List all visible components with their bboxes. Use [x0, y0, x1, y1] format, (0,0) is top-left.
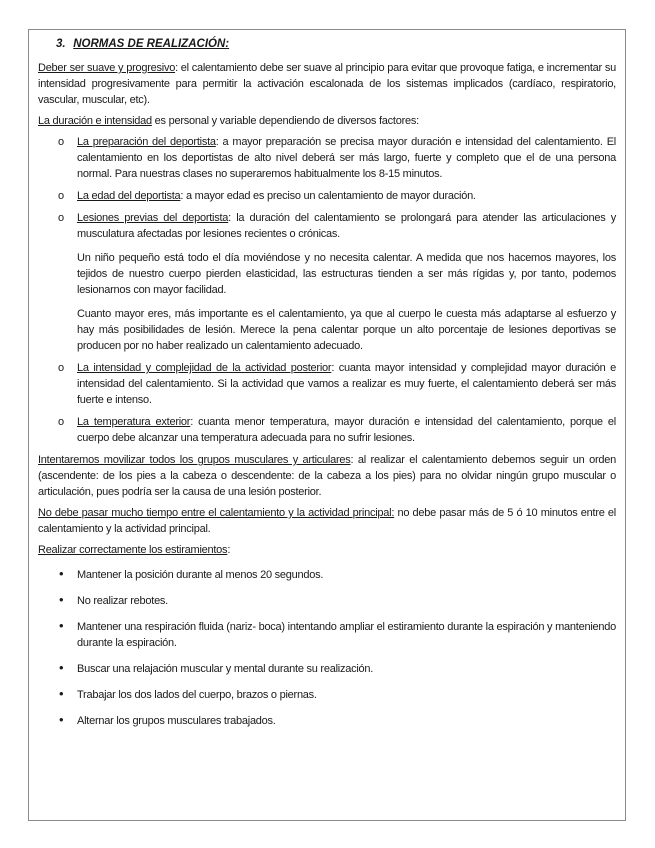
- paragraph-text: no debe pasar más de 5 ó 10 minutos entre el calentamiento y la actividad principal.: [38, 507, 616, 535]
- item-text: Buscar una relajación muscular y mental durante su realización.: [77, 663, 374, 675]
- section-number: 3.: [56, 38, 66, 50]
- factors-list: [38, 134, 616, 446]
- paragraph-lead: Intentaremos movilizar todos los grupos musculares y articulares: [38, 454, 351, 466]
- paragraph-lead: Realizar correctamente los estiramientos: [38, 544, 228, 556]
- item-lead: Lesiones previas del deportista: [77, 212, 229, 224]
- item-text: Trabajar los dos lados del cuerpo, brazos o piernas.: [77, 689, 317, 701]
- item-lead: La intensidad y complejidad de la actividad posterior: [77, 362, 332, 374]
- paragraph-text: es personal y variable dependiendo de diversos factores:: [151, 115, 419, 127]
- document-body: [38, 36, 616, 739]
- item-lead: La edad del deportista: [77, 190, 181, 202]
- paragraph-text: : el calentamiento debe ser suave al principio para evitar que provoque fatiga, e incrementar su intensidad progresivamente para permitir la activación escalonada de los sistemas implicados (cardíaco, respiratorio, vascular, muscular, etc).: [38, 62, 616, 106]
- item-text: No realizar rebotes.: [77, 595, 168, 607]
- list-item: [38, 593, 616, 609]
- circle-bullet-icon: o: [58, 190, 64, 202]
- paragraph-stretching: [38, 542, 616, 558]
- bullet-icon: •: [59, 592, 64, 607]
- paragraph-time-gap: [38, 505, 616, 537]
- paragraph-text: :: [227, 544, 231, 556]
- item-extra-paragraph: Cuanto mayor eres, más importante es el calentamiento, ya que al cuerpo le cuesta más adaptarse al esfuerzo y hay más posibilidades de lesión. Merece la pena calentar porque un alto porcentaje de lesiones deportivas se producen por no haber realizado un calentamiento adecuado.: [77, 308, 616, 352]
- section-title: NORMAS DE REALIZACIÓN:: [73, 38, 230, 50]
- item-text: Mantener la posición durante al menos 20 segundos.: [77, 569, 324, 581]
- paragraph-text: : al realizar el calentamiento debemos seguir un orden (ascendente: de los pies a la cabeza o descendente: de la cabeza a los pies) para no olvidar ningún grupo muscular o articulación, pues podría ser la causa de una lesión posterior.: [38, 454, 616, 498]
- item-text: : a mayor edad es preciso un calentamiento de mayor duración.: [180, 190, 476, 202]
- item-text: : cuanta mayor intensidad y complejidad mayor duración e intensidad del calentamiento. Si la actividad que vamos a realizar es muy fuerte, el calentamiento deberá ser más fuerte e intenso.: [77, 362, 616, 406]
- item-extra-paragraph: Un niño pequeño está todo el día moviéndose y no necesita calentar. A medida que nos hacemos mayores, los tejidos de nuestro cuerpo pierden elasticidad, las estructuras tienden a ser más rígidas y, por tanto, podemos lesionarnos con mayor facilidad.: [77, 252, 616, 296]
- list-item: [38, 619, 616, 651]
- list-item: [38, 134, 616, 182]
- section-heading: [56, 36, 616, 52]
- list-item: [38, 360, 616, 408]
- circle-bullet-icon: o: [58, 212, 64, 224]
- paragraph-lead: No debe pasar mucho tiempo entre el calentamiento y la actividad principal:: [38, 507, 395, 519]
- item-text: Alternar los grupos musculares trabajados.: [77, 715, 276, 727]
- circle-bullet-icon: o: [58, 416, 64, 428]
- item-text: : la duración del calentamiento se prolongará para atender las articulaciones y musculatura afectadas por lesiones recientes o crónicas.: [77, 212, 617, 240]
- circle-bullet-icon: o: [58, 362, 64, 374]
- item-lead: La preparación del deportista: [77, 136, 216, 148]
- bullet-icon: •: [59, 660, 64, 675]
- bullet-icon: •: [59, 618, 64, 633]
- paragraph-progressive: [38, 60, 616, 108]
- list-item: [38, 414, 616, 446]
- bullet-icon: •: [59, 566, 64, 581]
- item-text: Mantener una respiración fluida (nariz- boca) intentando ampliar el estiramiento durante la espiración y manteniendo durante la espiración.: [77, 621, 616, 649]
- stretching-list: [38, 567, 616, 729]
- list-item: [38, 713, 616, 729]
- item-text: : a mayor preparación se precisa mayor duración e intensidad del calentamiento. El calentamiento en los deportistas de alto nivel deberá ser más largo, fuerte y completo que el de una persona normal. Para nuestras clases no superaremos habitualmente los 8-15 minutos.: [77, 136, 616, 180]
- bullet-icon: •: [59, 712, 64, 727]
- list-item: [38, 188, 616, 204]
- paragraph-duration: [38, 113, 616, 129]
- list-item: [38, 210, 616, 354]
- circle-bullet-icon: o: [58, 136, 64, 148]
- paragraph-muscle-groups: [38, 452, 616, 500]
- bullet-icon: •: [59, 686, 64, 701]
- list-item: [38, 661, 616, 677]
- list-item: [38, 687, 616, 703]
- item-lead: La temperatura exterior: [77, 416, 191, 428]
- list-item: [38, 567, 616, 583]
- paragraph-lead: La duración e intensidad: [38, 115, 152, 127]
- paragraph-lead: Deber ser suave y progresivo: [38, 62, 176, 74]
- item-text: : cuanta menor temperatura, mayor duración e intensidad del calentamiento, porque el cuerpo debe alcanzar una temperatura adecuada para no sufrir lesiones.: [77, 416, 616, 444]
